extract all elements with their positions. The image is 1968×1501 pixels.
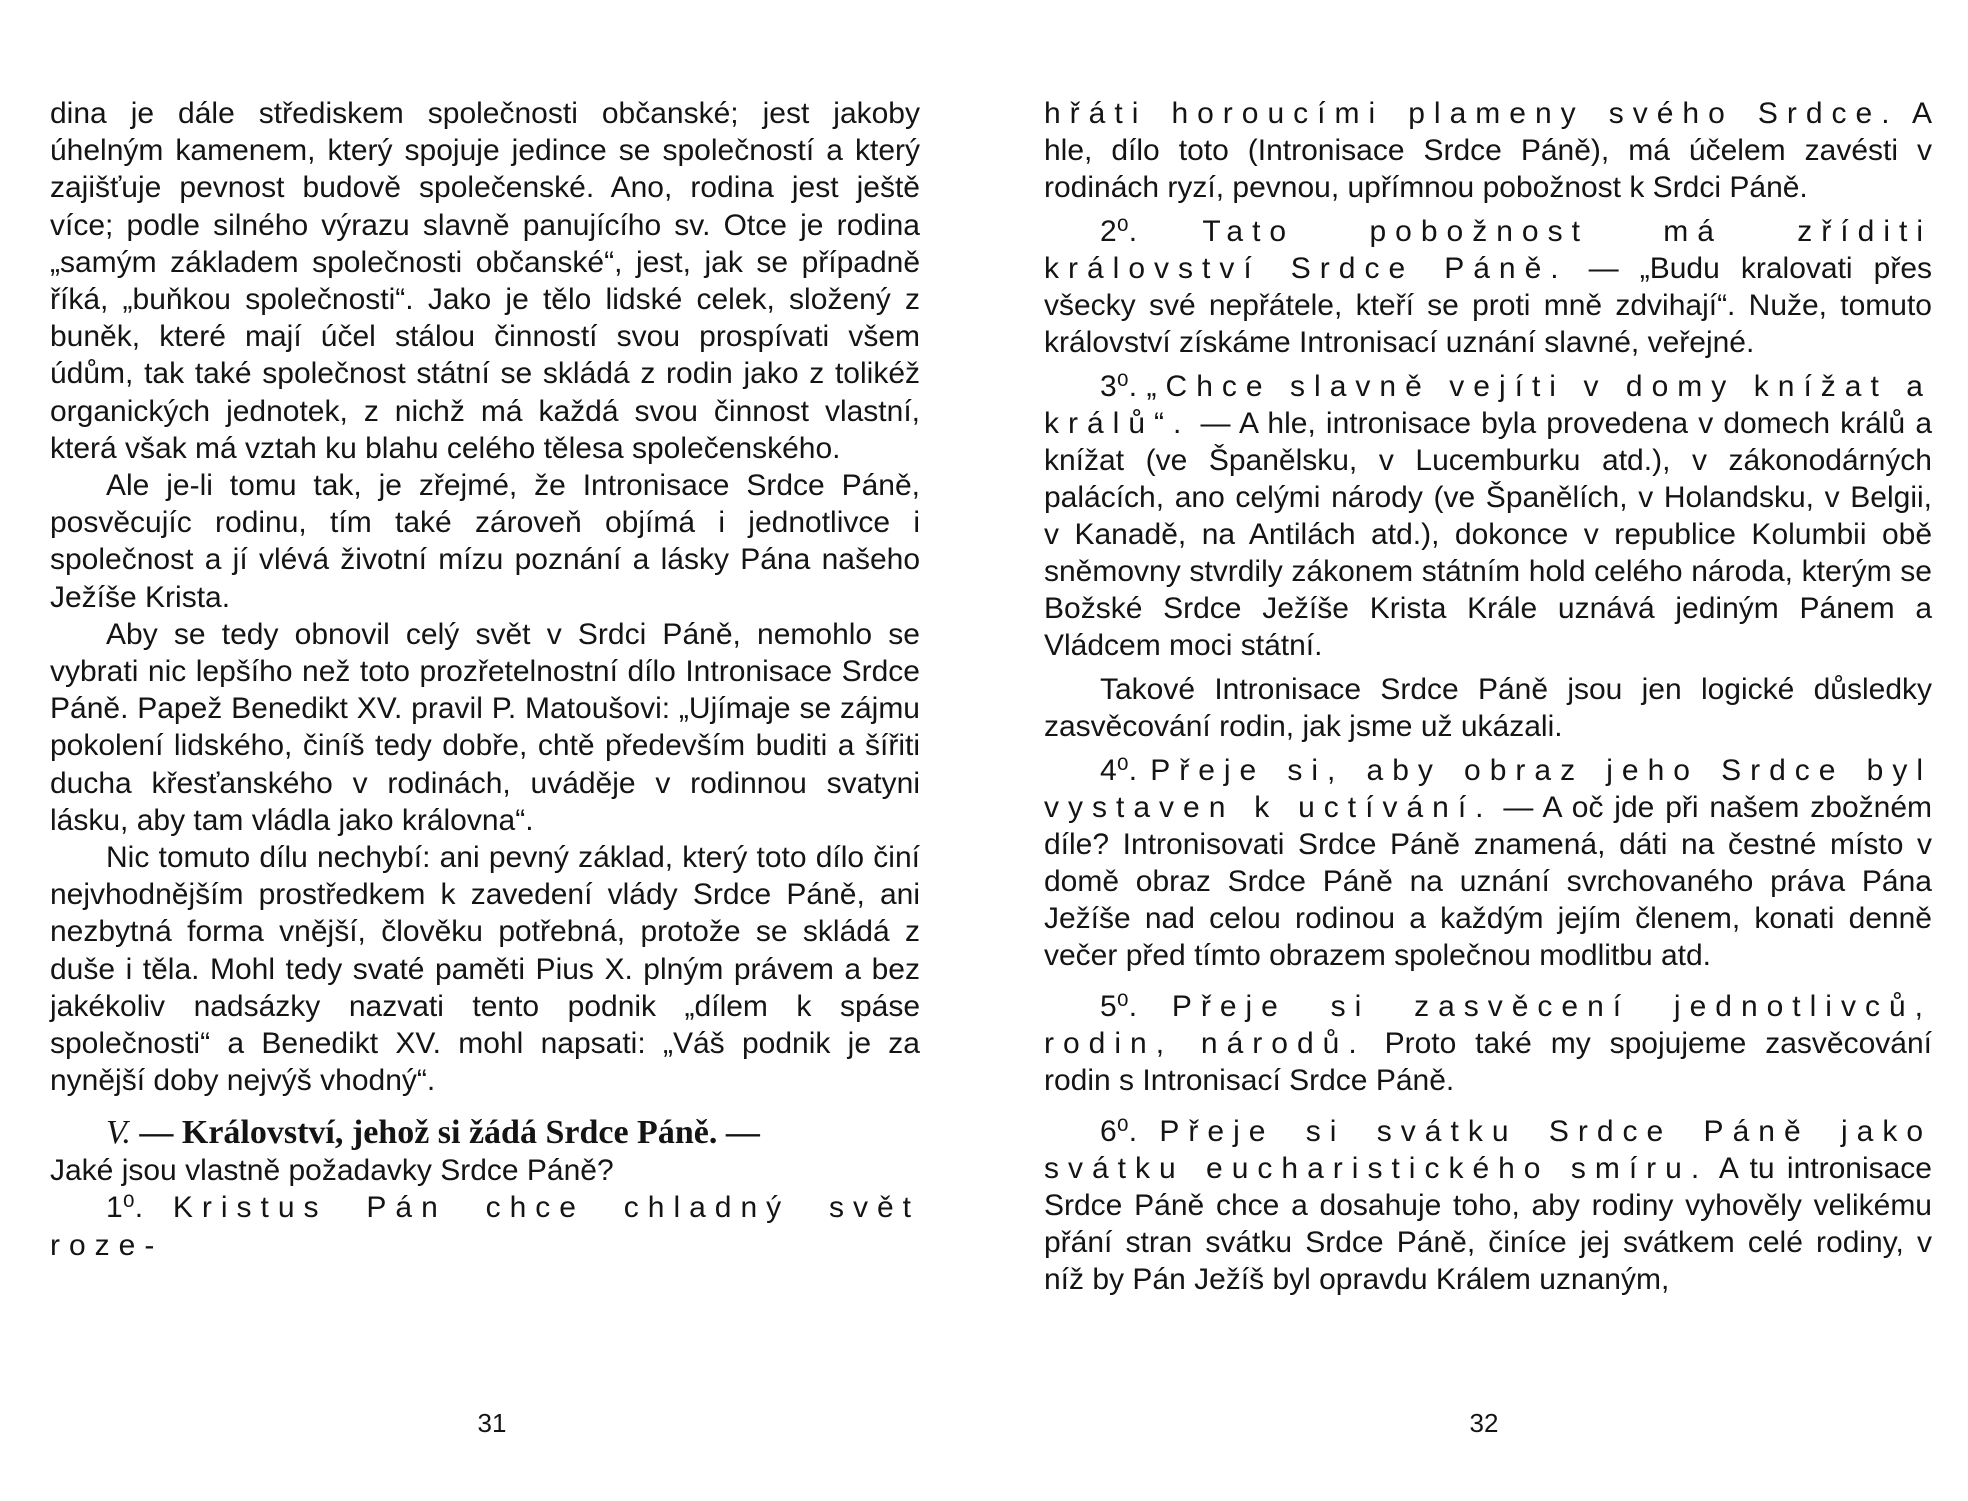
paragraph: dina je dále střediskem společnosti občanské; jest jakoby úhelným kamenem, který spojuje jedince se společností a který zajišťuje pevnost budově společenské. Ano, rodina jest ještě více; podle silného výrazu slavně panujícího sv. Otce je rodina „samým základem společnosti občanské“, jest, jak se případně říká, „buňkou společnosti“. Jako je tělo lidské celek, složený z buněk, které mají účel stálou činností svou prospívati všem údům, tak také společnost státní se skládá z rodin jako z tolikéž organických jednotek, z nichž má každá svou činnost vlastní, která však má vztah ku blahu celého tělesa společenského. <box>50 97 920 465</box>
page-number: 31 <box>477 1408 507 1438</box>
paragraph-text: A hle, dílo toto (Intronisace Srdce Páně), má účelem zavésti v rodinách ryzí, pevnou, upřímnou pobožnost k Srdci Páně. <box>1044 97 1932 204</box>
spaced-emphasis: Tato pobožnost má zříditi království Srdce Páně. <box>1044 215 1932 285</box>
paragraph <box>1044 368 1932 664</box>
point-number: 3⁰. <box>1100 370 1147 403</box>
paragraph-text: — A hle, intronisace byla provedena v domech králů a knížat (ve Španělsku, v Lucemburku atd.), v zákonodárných palácích, ano celými národy (ve Španělích, v Holandsku, v Belgii, v Kanadě, na Antilách atd.), dokonce v republice Kolumbii obě sněmovny stvrdily zákonem státním hold celého národa, kterým se Božské Srdce Ježíše Krista Krále uznává jediným Pánem a Vládcem moci státní. <box>1044 407 1932 662</box>
paragraph: Takové Intronisace Srdce Páně jsou jen logické důsledky zasvěcování rodin, jak jsme už ukázali. <box>1044 673 1932 743</box>
paragraph: Ale je-li tomu tak, je zřejmé, že Intronisace Srdce Páně, posvěcujíc rodinu, tím také zároveň objímá i jednotlivce i společnost a jí vlévá životní mízu poznání a lásky Pána našeho Ježíše Krista. <box>50 469 920 614</box>
paragraph <box>1044 95 1932 206</box>
paragraph: Nic tomuto dílu nechybí: ani pevný základ, který toto dílo činí nejvhodnějším prostředkem k zavedení vlády Srdce Páně, ani nezbytná forma vnější, člověku potřebná, protože se skládá z duše i těla. Mohl tedy svaté paměti Pius X. plným právem a bez jakékoliv nadsázky nazvati tento podnik „dílem k spáse společnosti“ a Benedikt XV. mohl napsati: „Váš podnik je za nynější doby nejvýš vhodný“. <box>50 841 920 1098</box>
paragraph-text: Proto také my spojujeme zasvěcování rodin s Intronisací Srdce Páně. <box>1044 1027 1932 1097</box>
right-page <box>1044 95 1932 1298</box>
spaced-emphasis: Přeje si, aby obraz jeho Srdce byl vystaven k uctívání. <box>1044 754 1932 824</box>
paragraph: Aby se tedy obnovil celý svět v Srdci Páně, nemohlo se vybrati nic lepšího než toto prozřetelnostní dílo Intronisace Srdce Páně. Papež Benedikt XV. pravil P. Matoušovi: „Ujímaje se zájmu pokolení lidského, činíš tedy dobře, chtě především buditi a šířiti ducha křesťanského v rodinách, uváděje v rodinnou svatyni lásku, aby tam vládla jako královna“. <box>50 617 920 837</box>
point-number: 6⁰. <box>1100 1115 1160 1148</box>
paragraph <box>1044 1113 1932 1298</box>
section-title: — Království, jehož si žádá Srdce Páně. — <box>130 1114 760 1152</box>
paragraph <box>1044 752 1932 974</box>
paragraph-text: — A oč jde při našem zbožném díle? Intronisovati Srdce Páně znamená, dáti na čestné místo v domě obraz Srdce Páně na uznání svrchovaného práva Pána Ježíše nad celou rodinou a každým jejím členem, konati denně večer před tímto obrazem společnou modlitbu atd. <box>1044 791 1933 972</box>
paragraph <box>1044 213 1932 361</box>
page-number: 32 <box>1469 1408 1499 1438</box>
paragraph <box>50 1189 920 1263</box>
point-number: 1⁰. <box>106 1191 173 1225</box>
section-subheading: Jaké jsou vlastně požadavky Srdce Páně? <box>50 1154 614 1188</box>
left-page <box>50 95 920 1264</box>
spaced-emphasis: „Chce slavně vejíti v domy knížat a králů“. <box>1044 370 1932 440</box>
point-number: 4⁰. <box>1100 754 1151 787</box>
paragraph <box>1044 988 1932 1099</box>
paragraph-text: A tu intronisace Srdce Páně chce a dosahuje toho, aby rodiny vyhověly velikému přání stran svátku Srdce Páně, činíce jej svátkem celé rodiny, v níž by Pán Ježíš byl opravdu Králem uznaným, <box>1044 1152 1932 1296</box>
spaced-emphasis: hřáti horoucími plameny svého Srdce. <box>1044 97 1899 130</box>
section-heading <box>50 1113 920 1153</box>
spaced-emphasis: Přeje si svátku Srdce Páně jako svátku eucharistického smíru. <box>1044 1115 1933 1185</box>
paragraph-text: — „Budu kralovati přes všecky své nepřátele, kteří se proti mně zdvihají“. Nuže, tomuto království získáme Intronisací uznání slavné, veřejné. <box>1044 252 1932 359</box>
spaced-emphasis: Kristus Pán chce chladný svět roze- <box>50 1191 920 1262</box>
section-number: V. <box>106 1114 131 1152</box>
spaced-emphasis: Přeje si zasvěcení jednotlivců, rodin, národů. <box>1044 990 1932 1060</box>
point-number: 2⁰. <box>1100 215 1203 248</box>
point-number: 5⁰. <box>1100 990 1172 1023</box>
